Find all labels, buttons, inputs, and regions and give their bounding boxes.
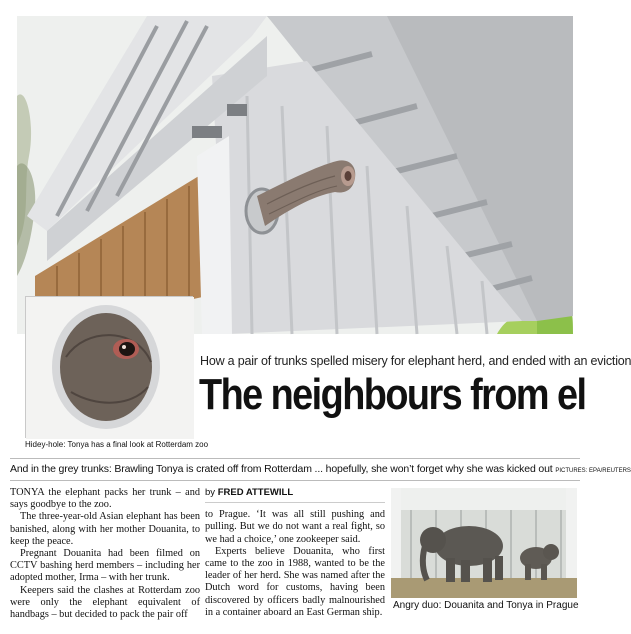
divider [10,480,580,481]
elephant-eye-image [26,297,194,439]
byline [205,487,385,499]
paragraph: The three-year-old Asian elephant has been banished, along with her mother Douanita, to keep the peace. [10,511,200,547]
byline-prefix: by [205,487,216,498]
paragraph: Experts believe Douanita, who first came to the zoo in 1988, wanted to be the leader of her herd. She was named after the Dutch word for customs, having been discovered by officers badly malnourished in a container aboard an East German ship. [205,545,385,618]
article-column-1 [10,487,200,621]
divider [10,458,580,459]
kicker: How a pair of trunks spelled misery for elephant herd, and ended with an eviction [200,354,631,368]
inset-caption: Hidey-hole: Tonya has a final look at Rotterdam zoo [25,440,209,449]
elephants-enclosure-image [391,488,577,598]
article-column-2 [205,487,385,619]
right-photo [391,488,577,598]
main-photo [17,16,573,334]
subhead-text: And in the grey trunks: Brawling Tonya is crated off from Rotterdam ... hopefully, she won’t forget why she was kicked out [10,463,553,475]
paragraph: Keepers said the clashes at Rotterdam zoo were only the elephant equivalent of handbags – but decided to pack the pair off [10,584,200,621]
paragraph: to Prague. ‘It was all still pushing and pulling. But we do not want a real fight, so we had a choice,’ one zookeeper said. [205,509,385,545]
paragraph: Pregnant Douanita had been filmed on CCTV bashing herd members – including her adopted mother, Irma – with her trunk. [10,548,200,584]
inset-photo [25,296,193,438]
byline-name: FRED ATTEWILL [217,487,294,498]
subhead [10,463,631,475]
right-caption: Angry duo: Douanita and Tonya in Prague [393,600,579,611]
divider [205,502,385,503]
photo-credit: PICTURES: EPA/REUTERS [555,468,631,474]
paragraph: TONYA the elephant packs her trunk – and says goodbye to the zoo. [10,487,200,511]
headline: The neighbours from el [199,370,586,419]
container-trunk-image [17,16,573,334]
